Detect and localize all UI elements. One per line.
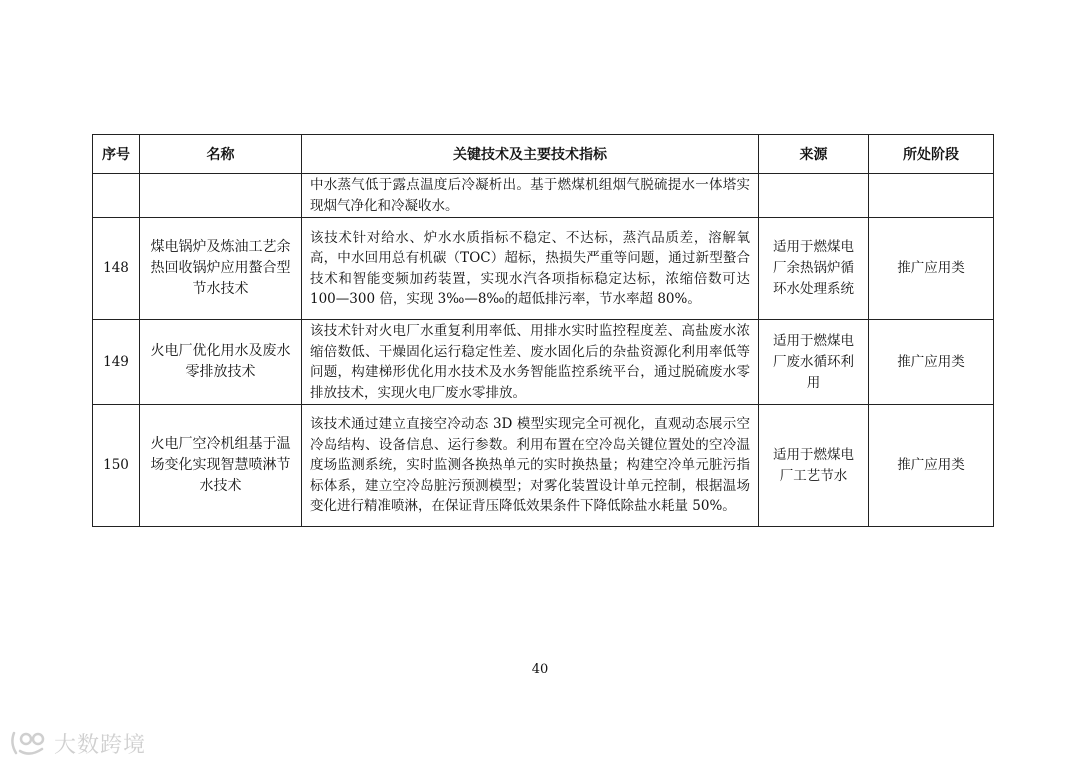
row-tech: 该技术针对火电厂水重复利用率低、用排水实时监控程度差、高盐废水浓缩倍数低、干燥固化运行稳定性差、废水固化后的杂盐资源化利用率低等问题，构建梯形优化用水技术及水务智能监控系统平台，通过脱硫废水零排放技术，实现火电厂废水零排放。 <box>302 320 759 405</box>
watermark <box>8 725 146 761</box>
row-stage: 推广应用类 <box>869 320 994 405</box>
row-source: 适用于燃煤电厂余热锅炉循环水处理系统 <box>759 218 869 320</box>
row-tech: 中水蒸气低于露点温度后冷凝析出。基于燃煤机组烟气脱硫提水一体塔实现烟气净化和冷凝收水。 <box>302 174 759 218</box>
row-name: 煤电锅炉及炼油工艺余热回收锅炉应用螯合型节水技术 <box>140 218 302 320</box>
row-name: 火电厂空冷机组基于温场变化实现智慧喷淋节水技术 <box>140 405 302 527</box>
row-name: 火电厂优化用水及废水零排放技术 <box>140 320 302 405</box>
row-source <box>759 174 869 218</box>
row-source: 适用于燃煤电厂废水循环利用 <box>759 320 869 405</box>
row-stage <box>869 174 994 218</box>
header-stage: 所处阶段 <box>869 135 994 174</box>
row-index: 150 <box>93 405 140 527</box>
header-source: 来源 <box>759 135 869 174</box>
table-header-row <box>93 135 994 174</box>
row-tech: 该技术通过建立直接空冷动态 3D 模型实现完全可视化，直观动态展示空冷岛结构、设备信息、运行参数。利用布置在空冷岛关键位置处的空冷温度场监测系统，实时监测各换热单元的实时换热量；构建空冷单元脏污指标体系，建立空冷岛脏污预测模型；对雾化装置设计单元控制，根据温场变化进行精准喷淋，在保证背压降低效果条件下降低除盐水耗量 50%。 <box>302 405 759 527</box>
row-tech: 该技术针对给水、炉水水质指标不稳定、不达标，蒸汽品质差，溶解氧高，中水回用总有机碳（TOC）超标，热损失严重等问题，通过新型螯合技术和智能变频加药装置，实现水汽各项指标稳定达标，浓缩倍数可达 100—300 倍，实现 3‰—8‰的超低排污率，节水率超 80%。 <box>302 218 759 320</box>
row-index <box>93 174 140 218</box>
row-index: 149 <box>93 320 140 405</box>
header-tech: 关键技术及主要技术指标 <box>302 135 759 174</box>
table-row <box>93 320 994 405</box>
logo-icon <box>8 729 48 757</box>
technology-table <box>92 134 994 527</box>
row-source: 适用于燃煤电厂工艺节水 <box>759 405 869 527</box>
table-row-continuation <box>93 174 994 218</box>
row-index: 148 <box>93 218 140 320</box>
row-stage: 推广应用类 <box>869 218 994 320</box>
row-stage: 推广应用类 <box>869 405 994 527</box>
table-row <box>93 218 994 320</box>
page-number: 40 <box>531 662 549 677</box>
watermark-text: 大数跨境 <box>54 732 147 758</box>
row-name <box>140 174 302 218</box>
table-row <box>93 405 994 527</box>
header-index: 序号 <box>93 135 140 174</box>
header-name: 名称 <box>140 135 302 174</box>
